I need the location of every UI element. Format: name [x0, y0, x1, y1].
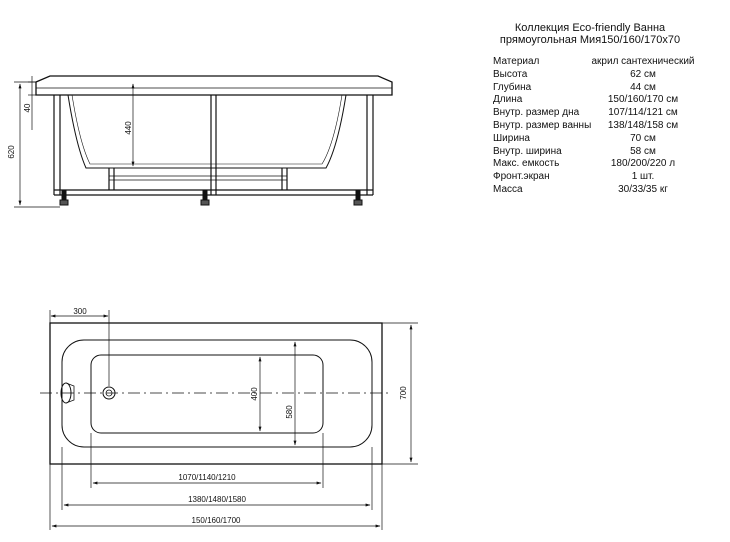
spec-label: Фронт.экран: [493, 171, 550, 183]
dim-total-height-label: 620: [7, 145, 16, 159]
dim-depth-label: 440: [124, 121, 133, 135]
spec-value: 44 см: [630, 81, 656, 93]
top-inner-bowl: [62, 340, 372, 447]
spec-label: Длина: [493, 94, 523, 106]
dim-total-width-label: 700: [399, 386, 408, 400]
spec-value: 58 см: [630, 145, 656, 157]
spec-label: Ширина: [493, 132, 530, 144]
dim-rim-label: 40: [23, 103, 32, 113]
spec-label: Внутр. размер дна: [493, 107, 580, 119]
dim-inner-length-label: 1380/1480/1580: [188, 495, 246, 504]
spec-label: Глубина: [493, 81, 532, 93]
spec-label: Макс. емкость: [493, 158, 560, 170]
spec-value: 150/160/170 см: [607, 94, 679, 106]
side-view: [14, 76, 392, 207]
dim-bottom-length-label: 1070/1140/1210: [178, 473, 236, 482]
side-frame: [54, 95, 373, 195]
spec-value: 1 шт.: [631, 171, 655, 183]
spec-value: 62 см: [630, 68, 656, 80]
top-bottom: [91, 355, 323, 433]
spec-label: Внутр. ширина: [493, 145, 562, 157]
spec-value: 180/200/220 л: [610, 158, 676, 170]
dim-inner-width-label: 580: [285, 405, 294, 419]
spec-label: Высота: [493, 68, 528, 80]
spec-value: 138/148/158 см: [607, 119, 679, 131]
spec-label: Материал: [493, 56, 540, 67]
side-rim: [36, 76, 392, 95]
dim-bottom-width-label: 400: [250, 387, 259, 401]
spec-value: 70 см: [630, 132, 656, 144]
dim-total-length-label: 150/160/1700: [191, 516, 241, 525]
spec-value: акрил сантехнический: [591, 56, 695, 67]
dim-drain-offset-label: 300: [73, 307, 87, 316]
spec-value: 107/114/121 см: [608, 107, 678, 119]
spec-label: Масса: [493, 183, 523, 195]
dim-total-height-lines: [14, 82, 60, 207]
spec-label: Внутр. размер ванны: [493, 119, 592, 131]
dim-rim-lines: [28, 76, 36, 130]
title-line-1: Коллекция Eco-friendly Ванна: [514, 22, 666, 34]
top-outer-rim: [50, 323, 382, 464]
spec-value: 30/33/35 кг: [618, 183, 668, 195]
title-line-2: прямоугольная Мия150/160/170х70: [499, 34, 681, 46]
side-tub-body: [68, 95, 346, 168]
